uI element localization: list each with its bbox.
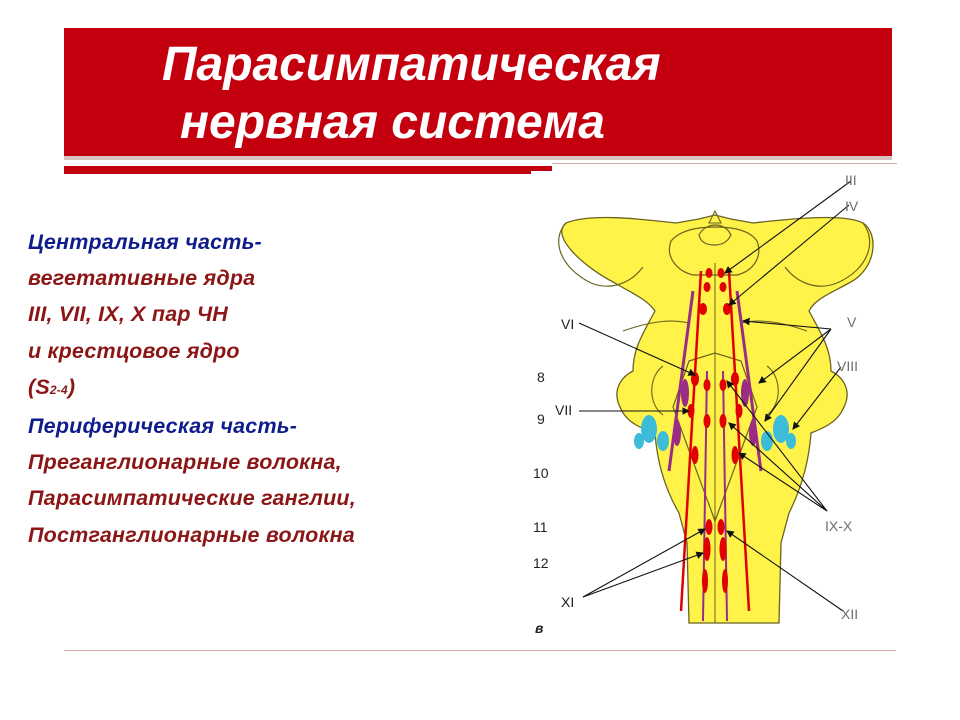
label-cranial-III: III [845, 172, 857, 188]
segment-number-12: 12 [533, 555, 549, 571]
label-cranial-V: V [847, 314, 857, 330]
segment-number-10: 10 [533, 465, 549, 481]
sacral-close: ) [67, 374, 76, 399]
central-part-line-2: III, VII, IX, X пар ЧН [28, 302, 229, 327]
peripheral-item-3: Постганглионарные волокна [28, 522, 355, 547]
segment-number-9: 9 [537, 411, 545, 427]
top-thin-rule [552, 163, 897, 164]
label-cranial-VI: VI [561, 316, 575, 332]
peripheral-part-heading: Периферическая часть- [28, 414, 298, 439]
slide-title [100, 36, 860, 152]
label-cranial-IV: IV [845, 198, 859, 214]
label-cranial-XII: XII [841, 606, 859, 622]
slide-title-line-1: Парасимпатическая [162, 38, 661, 91]
title-banner-shadow [64, 156, 892, 160]
central-part-heading: Центральная часть- [28, 230, 262, 254]
label-cranial-IX-X: IX-X [825, 518, 853, 534]
label-cranial-VIII: VIII [837, 358, 859, 374]
central-part-line-3: и крестцовое ядро [28, 338, 240, 363]
label-cranial-XI: XI [561, 594, 575, 610]
slide-title-line-2: нервная система [180, 96, 605, 149]
peripheral-item-2: Парасимпатические ганглии, [28, 486, 356, 511]
label-cranial-VII: VII [555, 402, 573, 418]
bottom-rule [64, 650, 896, 651]
central-part-line-1: вегетативные ядра [28, 266, 256, 291]
sacral-open: (S [28, 374, 50, 399]
panel-letter: в [535, 620, 544, 633]
brainstem-outline [562, 215, 873, 623]
body-text [28, 224, 528, 553]
segment-number-8: 8 [537, 369, 545, 385]
brainstem-figure [531, 171, 881, 633]
brainstem-diagram [531, 171, 881, 633]
sacral-subscript: 2-4 [49, 382, 68, 397]
sacral-segments [28, 369, 528, 408]
peripheral-item-1: Преганглионарные волокна, [28, 450, 342, 475]
segment-number-11: 11 [533, 519, 548, 535]
top-red-rule [64, 166, 552, 174]
